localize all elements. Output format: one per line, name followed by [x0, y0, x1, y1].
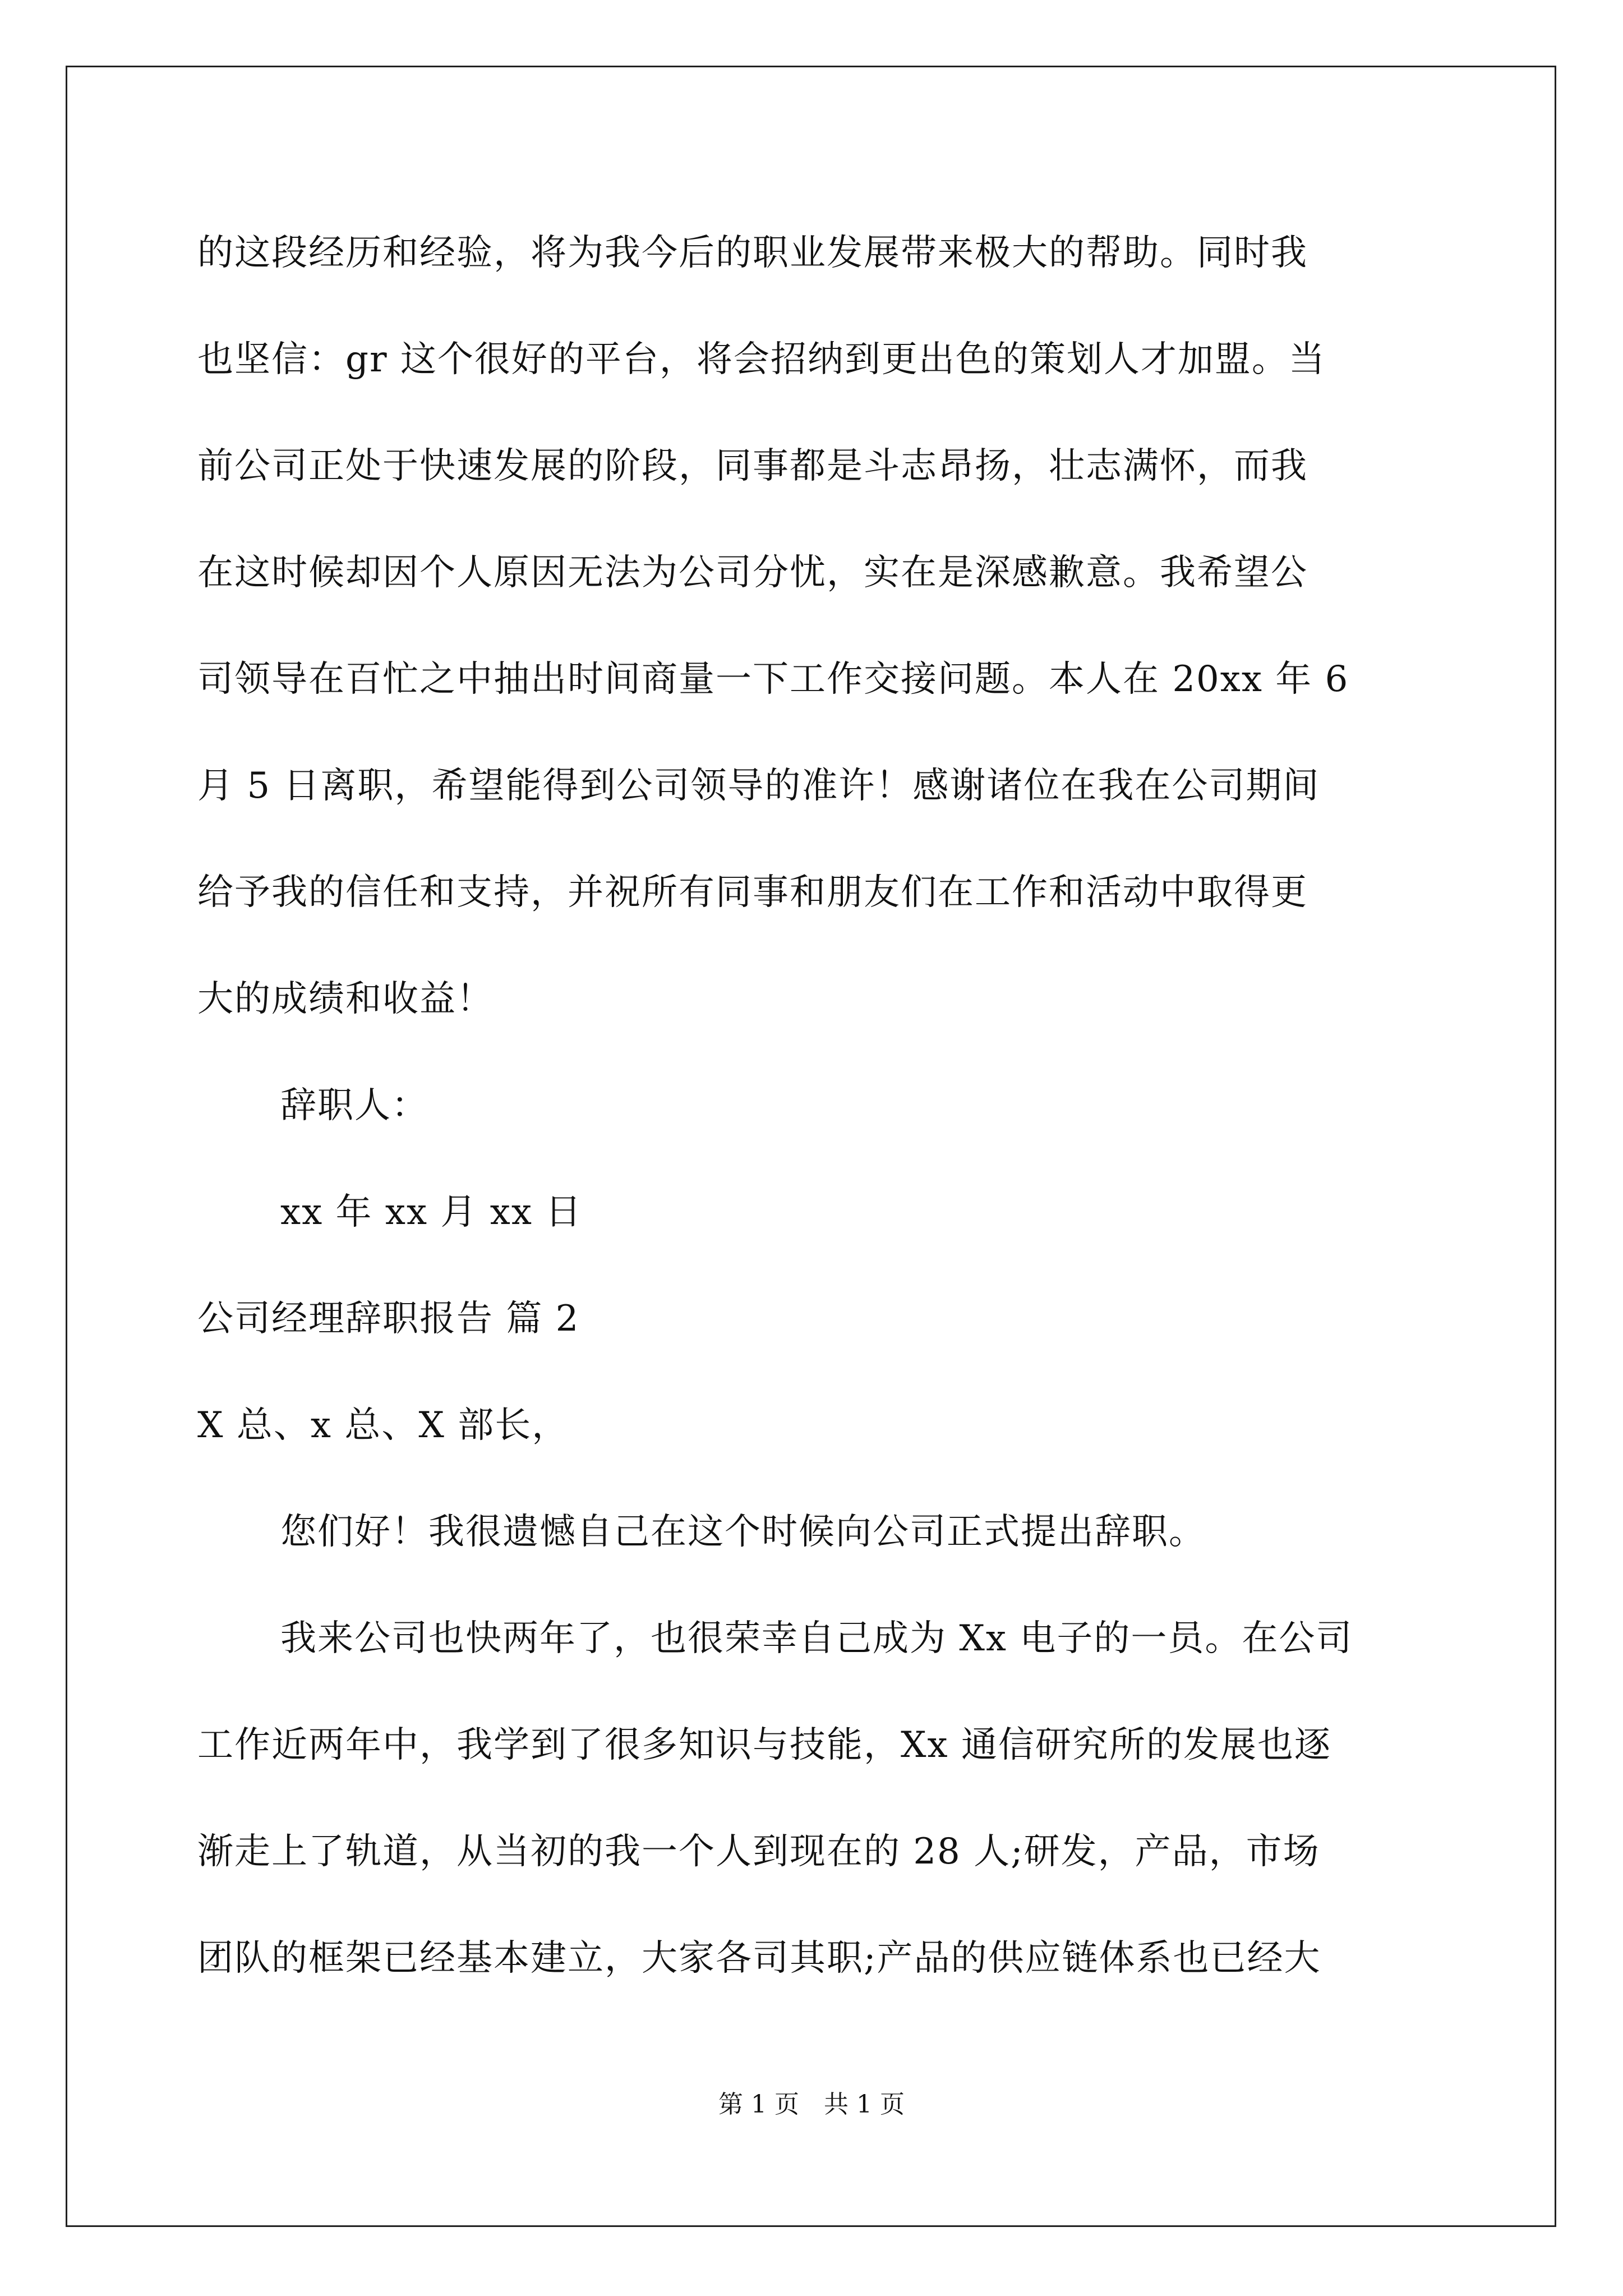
- paragraph-line: 前公司正处于快速发展的阶段，同事都是斗志昂扬，壮志满怀，而我: [197, 445, 1308, 487]
- paragraph-line: 在这时候却因个人原因无法为公司分忧，实在是深感歉意。我希望公: [197, 552, 1308, 593]
- paragraph-line: 大的成绩和收益！: [197, 978, 494, 1020]
- paragraph-line: 渐走上了轨道，从当初的我一个人到现在的 28 人;研发，产品，市场: [197, 1831, 1320, 1872]
- page-footer: 第 1 页 共 1 页: [718, 2090, 905, 2119]
- paragraph-line: 的这段经历和经验，将为我今后的职业发展带来极大的帮助。同时我: [197, 232, 1308, 274]
- paragraph-line: 也坚信：gr 这个很好的平台，将会招纳到更出色的策划人才加盟。当: [197, 339, 1326, 380]
- paragraph-line: 月 5 日离职，希望能得到公司领导的准许！感谢诸位在我在公司期间: [197, 765, 1320, 807]
- paragraph-line: 工作近两年中，我学到了很多知识与技能，Xx 通信研究所的发展也逐: [197, 1724, 1331, 1766]
- paragraph-line: 司领导在百忙之中抽出时间商量一下工作交接问题。本人在 20xx 年 6: [197, 659, 1349, 700]
- signature-date: xx 年 xx 月 xx 日: [280, 1191, 583, 1233]
- paragraph-line: 我来公司也快两年了，也很荣幸自己成为 Xx 电子的一员。在公司: [280, 1618, 1353, 1659]
- paragraph-line: 您们好！我很遗憾自己在这个时候向公司正式提出辞职。: [280, 1511, 1206, 1553]
- document-body: [197, 219, 1426, 2031]
- salutation: X 总、x 总、X 部长，: [197, 1405, 569, 1446]
- signature-label: 辞职人：: [280, 1085, 428, 1126]
- paragraph-line: 团队的框架已经基本建立，大家各司其职;产品的供应链体系也已经大: [197, 1938, 1321, 1979]
- paragraph-line: 给予我的信任和支持，并祝所有同事和朋友们在工作和活动中取得更: [197, 872, 1308, 913]
- section-heading: 公司经理辞职报告 篇 2: [197, 1298, 580, 1340]
